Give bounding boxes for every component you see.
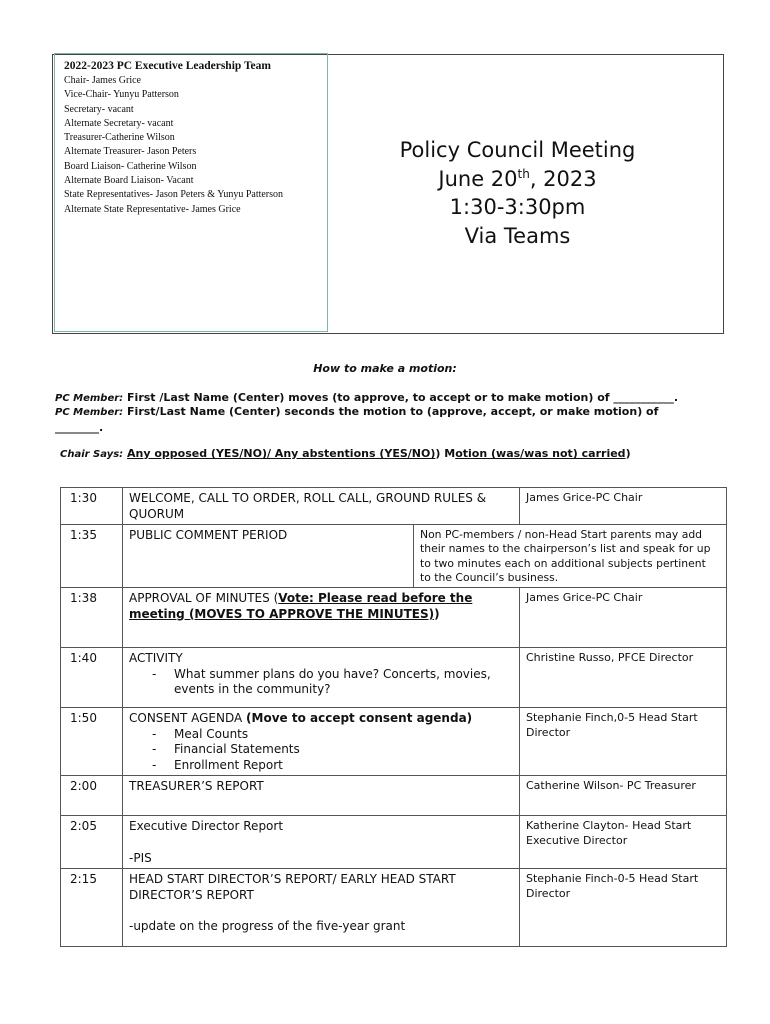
agenda-time: 1:38 [61, 588, 123, 648]
agenda-note: -update on the progress of the five-year grant [129, 919, 406, 934]
agenda-table [60, 487, 727, 947]
agenda-bullets [129, 727, 513, 774]
agenda-bullets [129, 667, 513, 698]
agenda-note: -PIS [129, 850, 152, 865]
leadership-member: Alternate Treasurer- Jason Peters [64, 146, 197, 158]
agenda-bullet: - Meal Counts [152, 727, 513, 743]
chair-says-line: Chair Says: Any opposed (YES/NO)/ Any abstentions (YES/NO)) Motion (was/was not) carried) [60, 447, 631, 460]
agenda-item: PUBLIC COMMENT PERIOD [123, 525, 414, 588]
leadership-member: Secretary- vacant [64, 103, 134, 115]
leadership-member: Chair- James Grice [64, 75, 141, 86]
pc-member-label: PC Member: [55, 407, 124, 418]
agenda-time: 2:05 [61, 816, 123, 869]
agenda-time: 1:40 [61, 648, 123, 708]
agenda-row [61, 488, 727, 525]
agenda-item: Executive Director Report -PIS [123, 816, 520, 869]
agenda-presenter: Katherine Clayton- Head Start Executive Director [520, 816, 727, 869]
agenda-bullet: - What summer plans do you have? Concerts, movies, events in the community? [152, 667, 513, 698]
leadership-member: Vice-Chair- Yunyu Patterson [64, 89, 179, 101]
meeting-time: 1:30-3:30pm [449, 195, 586, 219]
agenda-time: 2:00 [61, 776, 123, 816]
meeting-date: June 20th, 2023 [438, 166, 597, 191]
agenda-bullet: - Enrollment Report [152, 758, 513, 774]
agenda-presenter: James Grice-PC Chair [520, 588, 727, 648]
motion-line-tail: ________. [55, 421, 104, 434]
agenda-row [61, 776, 727, 816]
agenda-item: APPROVAL OF MINUTES (Vote: Please read before the meeting (MOVES TO APPROVE THE MINUTES)) [123, 588, 520, 648]
agenda-presenter: Catherine Wilson- PC Treasurer [520, 776, 727, 816]
agenda-row [61, 708, 727, 776]
leadership-member: Alternate Secretary- vacant [64, 117, 174, 129]
agenda-time: 2:15 [61, 869, 123, 947]
agenda-item: CONSENT AGENDA (Move to accept consent agenda) - Meal Counts - Financial Statements - Enrollment Report [123, 708, 520, 776]
agenda-row [61, 816, 727, 869]
leadership-member: Alternate Board Liaison- Vacant [64, 175, 194, 187]
agenda-item: TREASURER’S REPORT [123, 776, 520, 816]
pc-member-label: PC Member: [55, 393, 124, 404]
agenda-presenter: Stephanie Finch-0-5 Head Start Director [520, 869, 727, 947]
agenda-presenter: Christine Russo, PFCE Director [520, 648, 727, 708]
chair-says-label: Chair Says: [60, 449, 124, 460]
leadership-title: 2022-2023 PC Executive Leadership Team [64, 60, 271, 72]
agenda-presenter: James Grice-PC Chair [520, 488, 727, 525]
agenda-row [61, 869, 727, 947]
leadership-team-box [54, 53, 328, 332]
motion-line-move: PC Member: First /Last Name (Center) moves (to approve, to accept or to make motion) of ___________. [55, 391, 679, 404]
agenda-item: WELCOME, CALL TO ORDER, ROLL CALL, GROUND RULES & QUORUM [123, 488, 520, 525]
leadership-member: Alternate State Representative- James Grice [64, 203, 241, 215]
agenda-item: ACTIVITY - What summer plans do you have? Concerts, movies, events in the community? [123, 648, 520, 708]
agenda-presenter: Non PC-members / non-Head Start parents may add their names to the chairperson’s list and speak for up to two minutes each on additional subjects pertinent to the Council’s business. [414, 525, 727, 588]
agenda-item: HEAD START DIRECTOR’S REPORT/ EARLY HEAD START DIRECTOR’S REPORT -update on the progress of the five-year grant [123, 869, 520, 947]
motion-line-second: PC Member: First/Last Name (Center) seconds the motion to (approve, accept, or make motion) of [55, 405, 659, 418]
meeting-info [330, 136, 705, 250]
motion-heading: How to make a motion: [313, 362, 457, 375]
leadership-member: Board Liaison- Catherine Wilson [64, 160, 197, 172]
agenda-time: 1:35 [61, 525, 123, 588]
agenda-row [61, 525, 727, 588]
leadership-member: Treasurer-Catherine Wilson [64, 132, 175, 144]
agenda-bullet: - Financial Statements [152, 742, 513, 758]
agenda-time: 1:30 [61, 488, 123, 525]
meeting-location: Via Teams [464, 223, 571, 248]
agenda-time: 1:50 [61, 708, 123, 776]
meeting-title: Policy Council Meeting [399, 138, 636, 162]
agenda-row [61, 588, 727, 648]
leadership-member: State Representatives- Jason Peters & Yunyu Patterson [64, 189, 284, 201]
agenda-presenter: Stephanie Finch,0-5 Head Start Director [520, 708, 727, 776]
agenda-row [61, 648, 727, 708]
